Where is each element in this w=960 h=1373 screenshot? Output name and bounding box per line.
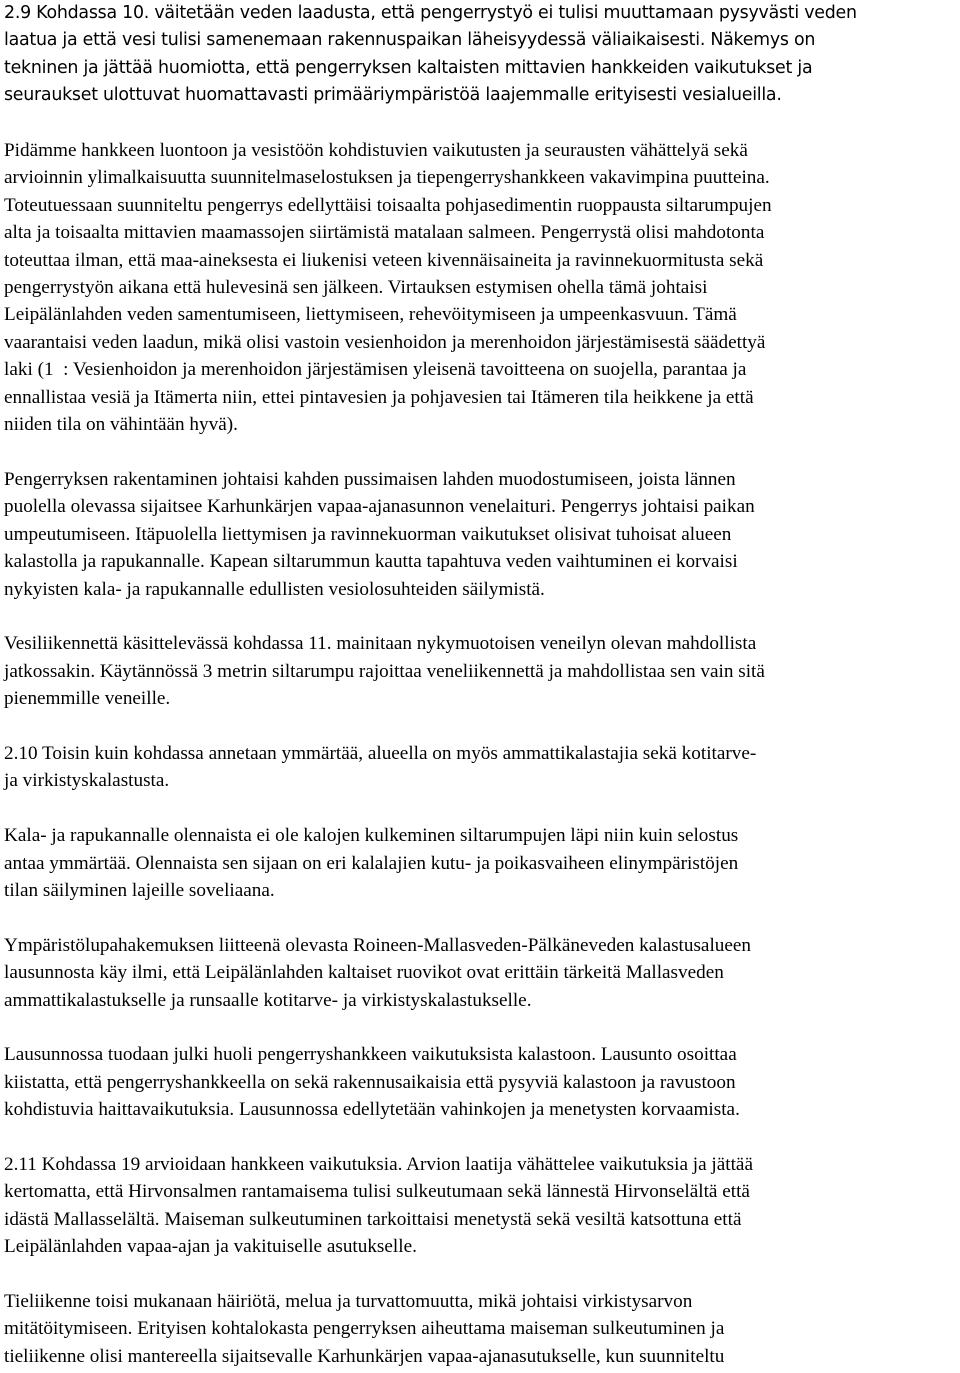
text-line: 2.9 Kohdassa 10. väitetään veden laadusta, että pengerrystyö ei tulisi muuttamaan pysyvästi veden: [4, 3, 857, 23]
text-line: arvioinnin ylimalkaisuutta suunnitelmaselostuksen ja tiepengerryshankkeen vakavimpina puutteina.: [4, 167, 770, 189]
text-line: Tieliikenne toisi mukanaan häiriötä, melua ja turvattomuutta, mikä johtaisi virkistysarvon: [4, 1290, 693, 1312]
text-line: vaarantaisi veden laadun, mikä olisi vastoin vesienhoidon ja merenhoidon järjestämisestä säädettyä: [4, 331, 766, 353]
text-line: mitätöitymiseen. Erityisen kohtalokasta pengerryksen aiheuttama maiseman sulkeutuminen ja: [4, 1318, 725, 1340]
paragraph-spacer: [4, 603, 952, 630]
text-line: idästä Mallasselältä. Maiseman sulkeutuminen tarkoittaisi menetystä sekä vesiltä katsottuna että: [4, 1208, 742, 1230]
paragraph-spacer: [4, 1124, 952, 1151]
paragraph-spacer: [4, 438, 952, 465]
text-line: laatua ja että vesi tulisi samenemaan rakennuspaikan läheisyydessä väliaikaisesti. Näkemys on: [4, 30, 816, 51]
paragraph-2-9-water-quality: [4, 0, 952, 110]
paragraph-bay-formation: [4, 466, 952, 603]
text-line: Leipälänlahden vapaa-ajan ja vakituiselle asutukselle.: [4, 1236, 417, 1258]
paragraph-spacer: [4, 795, 952, 822]
text-line: lausunnosta käy ilmi, että Leipälänlahden kaltaiset ruovikot ovat erittäin tärkeitä Mallasveden: [4, 962, 724, 984]
text-line: Pengerryksen rakentaminen johtaisi kahden pussimaisen lahden muodostumiseen, joista lännen: [4, 468, 736, 490]
text-line: toteuttaa ilman, että maa-aineksesta ei liukenisi veteen kivennäisaineita ja ravinnekuormitusta sekä: [4, 249, 764, 271]
text-line: kertomatta, että Hirvonsalmen rantamaisema tulisi sulkeutumaan sekä lännestä Hirvonselältä että: [4, 1181, 750, 1203]
paragraph-road-traffic: [4, 1288, 952, 1370]
text-line: alta ja toisaalta mittavien maamassojen siirtämistä matalaan salmeen. Pengerrystä olisi mahdotonta: [4, 222, 765, 244]
paragraph-fish-habitat: [4, 822, 952, 904]
text-line: ja virkistyskalastusta.: [4, 770, 170, 792]
text-line: ennallistaa vesiä ja Itämerta niin, ettei pintavesien ja pohjavesien tai Itämeren tila heikkene ja että: [4, 386, 754, 408]
text-line: Kala- ja rapukannalle olennaista ei ole kalojen kulkeminen siltarumpujen läpi niin kuin selostus: [4, 825, 739, 847]
text-line: tieliikenne olisi mantereella sijaitsevalle Karhunkärjen vapaa-ajanasutukselle, kun suunniteltu: [4, 1345, 725, 1367]
text-line: kiistatta, että pengerryshankkeella on sekä rakennusaikaisia että pysyviä kalastoon ja ravustoon: [4, 1071, 736, 1093]
text-line: laki (1 : Vesienhoidon ja merenhoidon järjestämisen yleisenä tavoitteena on suojella, parantaa ja: [4, 359, 747, 381]
text-line: nykyisten kala- ja rapukannalle edullisten vesiolosuhteiden säilymistä.: [4, 578, 545, 600]
text-line: Leipälänlahden veden samentumiseen, liettymiseen, rehevöitymiseen ja umpeenkasvuun. Tämä: [4, 304, 737, 326]
text-line: Vesiliikennettä käsittelevässä kohdassa 11. mainitaan nykymuotoisen veneilyn olevan mahdollista: [4, 633, 757, 655]
paragraph-impact-assessment: [4, 137, 952, 438]
text-line: jatkossakin. Käytännössä 3 metrin siltarumpu rajoittaa veneliikennettä ja mahdollistaa sen vain sitä: [4, 660, 765, 682]
text-line: puolella olevassa sijaitsee Karhunkärjen vapaa-ajanasunnon venelaituri. Pengerrys johtaisi paikan: [4, 496, 755, 518]
text-line: 2.10 Toisin kuin kohdassa annetaan ymmärtää, alueella on myös ammattikalastajia sekä kotitarve-: [4, 742, 757, 764]
text-line: kalastolla ja rapukannalle. Kapean siltarummun kautta tapahtuva veden vaihtuminen ei korvaisi: [4, 551, 738, 573]
paragraph-spacer: [4, 1261, 952, 1288]
text-line: antaa ymmärtää. Olennaista sen sijaan on eri kalalajien kutu- ja poikasvaiheen elinympäristöjen: [4, 852, 739, 874]
text-line: Ympäristölupahakemuksen liitteenä olevasta Roineen-Mallasveden-Pälkäneveden kalastusalueen: [4, 934, 751, 956]
paragraph-2-11-landscape: [4, 1151, 952, 1261]
text-line: Toteutuessaan suunniteltu pengerrys edellyttäisi toisaalta pohjasedimentin ruoppausta siltarumpujen: [4, 194, 772, 216]
paragraph-permit-statement: [4, 932, 952, 1014]
text-line: 2.11 Kohdassa 19 arvioidaan hankkeen vaikutuksia. Arvion laatija vähättelee vaikutuksia ja jättää: [4, 1153, 753, 1175]
text-line: tilan säilyminen lajeille soveliaana.: [4, 879, 275, 901]
paragraph-spacer: [4, 713, 952, 740]
text-line: pengerrystyön aikana että hulevesinä sen jälkeen. Virtauksen estymisen ohella tämä johtaisi: [4, 277, 708, 299]
paragraph-spacer: [4, 110, 952, 137]
text-line: kohdistuvia haittavaikutuksia. Lausunnossa edellytetään vahinkojen ja menetysten korvaamista.: [4, 1099, 740, 1121]
text-line: seuraukset ulottuvat huomattavasti primääriympäristöä laajemmalle erityisesti vesialueilla.: [4, 85, 782, 106]
text-line: Lausunnossa tuodaan julki huoli pengerryshankkeen vaikutuksista kalastoon. Lausunto osoittaa: [4, 1044, 737, 1066]
text-line: Pidämme hankkeen luontoon ja vesistöön kohdistuvien vaikutusten ja seurausten vähättelyä sekä: [4, 140, 748, 162]
text-line: pienemmille veneille.: [4, 688, 171, 710]
paragraph-compensation: [4, 1041, 952, 1123]
text-line: tekninen ja jättää huomiotta, että pengerryksen kaltaisten mittavien hankkeiden vaikutukset ja: [4, 57, 813, 78]
text-line: umpeutumiseen. Itäpuolella liettymisen ja ravinnekuorman vaikutukset olisivat tuhoisat alueen: [4, 523, 732, 545]
text-line: ammattikalastukselle ja runsaalle kotitarve- ja virkistyskalastukselle.: [4, 989, 532, 1011]
paragraph-spacer: [4, 1014, 952, 1041]
paragraph-2-10-fishing: [4, 740, 952, 795]
paragraph-boat-traffic: [4, 630, 952, 712]
text-line: niiden tila on vähintään hyvä).: [4, 414, 238, 436]
paragraph-spacer: [4, 904, 952, 931]
